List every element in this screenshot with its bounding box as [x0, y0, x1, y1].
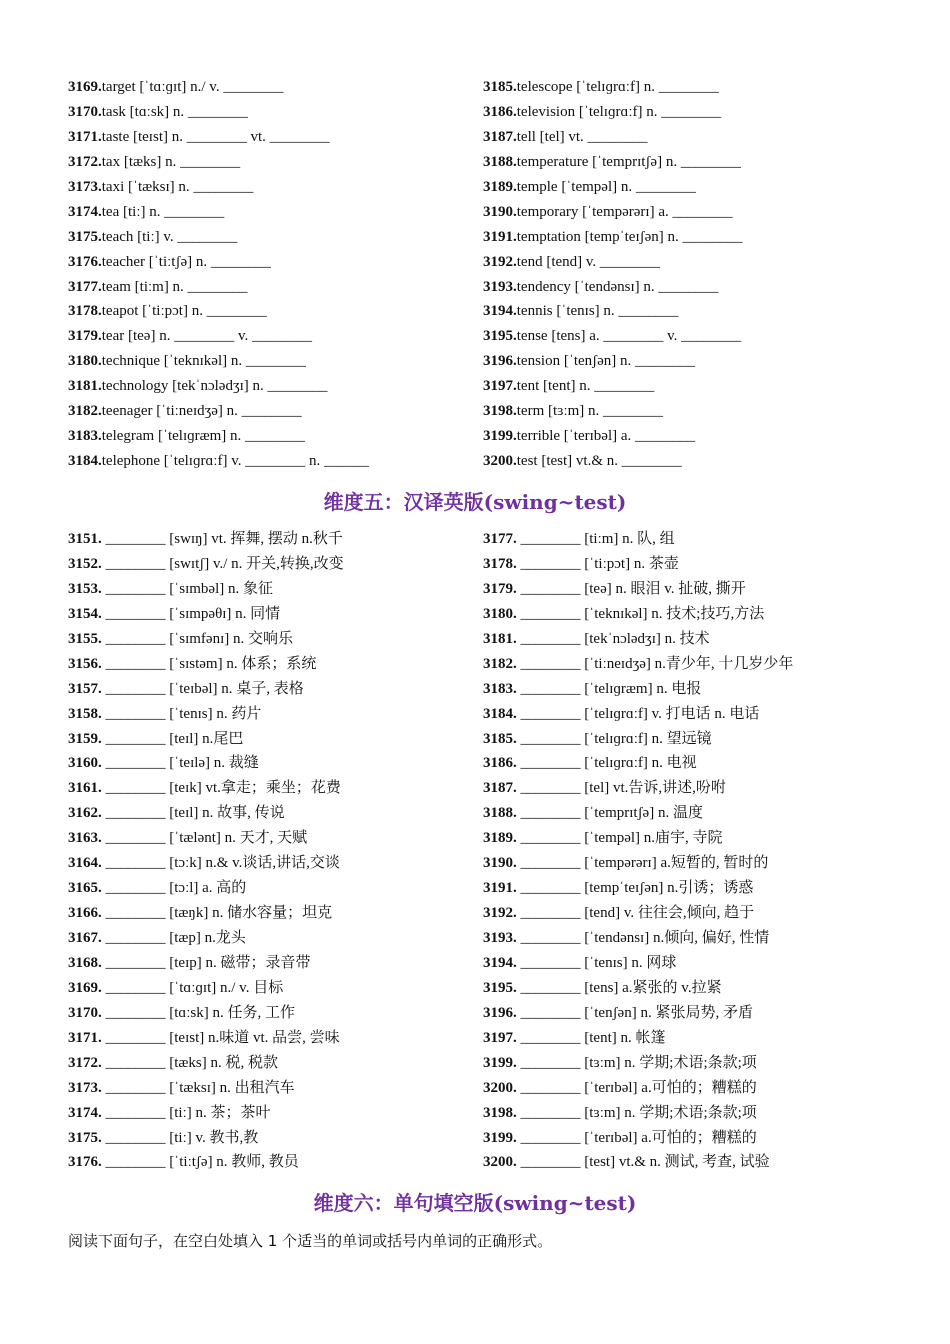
vocab-entry	[483, 175, 898, 200]
vocab-entry	[68, 826, 483, 851]
entry-text: ________ [ˈtempərərɪ] a.短暂的, 暂时的	[516, 855, 769, 872]
vocab-entry	[483, 702, 898, 727]
entry-text: ________ [ˈtiːtʃə] n. 教师, 教员	[101, 1154, 299, 1171]
entry-text: taste [teɪst] n. ________ vt. ________	[101, 128, 330, 145]
entry-number: 3180.	[483, 605, 517, 622]
vocab-entry	[483, 1076, 898, 1101]
entry-number: 3196.	[483, 1004, 517, 1021]
entry-text: terrible [ˈterɪbəl] a. ________	[516, 428, 696, 445]
entry-number: 3200.	[483, 453, 517, 470]
entry-text: telegram [ˈtelɪɡræm] n. ________	[101, 428, 306, 445]
entry-text: taxi [ˈtæksɪ] n. ________	[101, 178, 254, 195]
vocab-entry	[483, 577, 898, 602]
section-5-heading: 维度五：汉译英版(swing~test)	[323, 490, 627, 514]
entry-number: 3189.	[483, 830, 517, 847]
entry-number: 3151.	[68, 531, 102, 547]
entry-number: 3182.	[68, 403, 102, 420]
vocab-entry	[483, 901, 898, 926]
entry-number: 3191.	[483, 228, 517, 245]
vocab-entry	[68, 801, 483, 826]
vocab-entry	[483, 826, 898, 851]
entry-number: 3159.	[68, 730, 102, 747]
entry-number: 3178.	[68, 303, 102, 320]
entry-text: ________ [ˈsɪmbəl] n. 象征	[101, 580, 273, 597]
entry-number: 3199.	[483, 1054, 517, 1071]
section-4-word-list	[68, 75, 898, 474]
entry-number: 3168.	[68, 954, 102, 971]
right-column	[483, 527, 898, 1175]
entry-number: 3170.	[68, 1004, 102, 1021]
entry-number: 3176.	[68, 253, 102, 270]
entry-text: telescope [ˈtelɪɡrɑːf] n. ________	[516, 79, 719, 95]
entry-number: 3169.	[68, 79, 102, 95]
entry-text: ________ [tiː] v. 教书,教	[101, 1129, 259, 1146]
vocab-entry	[483, 801, 898, 826]
vocab-entry	[68, 175, 483, 200]
entry-number: 3200.	[483, 1154, 517, 1171]
vocab-entry	[483, 851, 898, 876]
vocab-entry	[483, 776, 898, 801]
entry-text: tendency [ˈtendənsɪ] n. ________	[516, 278, 719, 295]
vocab-entry	[483, 976, 898, 1001]
entry-number: 3188.	[483, 153, 517, 170]
entry-text: ________ [ˈteɪbəl] n. 桌子, 表格	[101, 680, 304, 697]
vocab-entry	[68, 677, 483, 702]
entry-number: 3197.	[483, 378, 517, 395]
entry-number: 3187.	[483, 780, 517, 797]
entry-text: ________ [swɪŋ] vt. 挥舞, 摆动 n.秋千	[101, 531, 343, 547]
entry-number: 3173.	[68, 1079, 102, 1096]
vocab-entry	[483, 424, 898, 449]
entry-text: ________ [ˈtemprɪtʃə] n. 温度	[516, 805, 703, 822]
entry-text: technique [ˈteknɪkəl] n. ________	[101, 353, 306, 370]
entry-number: 3169.	[68, 979, 102, 996]
entry-number: 3174.	[68, 203, 102, 220]
entry-number: 3197.	[483, 1029, 517, 1046]
vocab-entry	[68, 951, 483, 976]
entry-number: 3172.	[68, 1054, 102, 1071]
entry-number: 3152.	[68, 555, 102, 572]
entry-number: 3199.	[483, 428, 517, 445]
entry-number: 3192.	[483, 253, 517, 270]
entry-number: 3160.	[68, 755, 102, 772]
entry-number: 3195.	[483, 979, 517, 996]
vocab-entry	[483, 125, 898, 150]
entry-number: 3175.	[68, 228, 102, 245]
vocab-entry	[483, 374, 898, 399]
entry-text: ________ [teɪst] n.味道 vt. 品尝, 尝味	[101, 1029, 340, 1046]
entry-number: 3179.	[68, 328, 102, 345]
entry-text: ________ [tɜːm] n. 学期;术语;条款;项	[516, 1104, 757, 1121]
entry-number: 3191.	[483, 880, 517, 897]
vocab-entry	[68, 225, 483, 250]
vocab-entry	[483, 449, 898, 474]
vocab-entry	[68, 776, 483, 801]
vocab-entry	[68, 424, 483, 449]
entry-text: ________ [tens] a.紧张的 v.拉紧	[516, 979, 722, 996]
entry-text: test [test] vt.& n. ________	[516, 453, 682, 470]
vocab-entry	[483, 75, 898, 100]
vocab-entry	[483, 951, 898, 976]
vocab-entry	[68, 200, 483, 225]
vocab-entry	[483, 1126, 898, 1151]
vocab-entry	[68, 75, 483, 100]
vocab-entry	[68, 1101, 483, 1126]
vocab-entry	[483, 150, 898, 175]
vocab-entry	[68, 652, 483, 677]
entry-number: 3189.	[483, 178, 517, 195]
entry-number: 3165.	[68, 880, 102, 897]
entry-text: tension [ˈtenʃən] n. ________	[516, 353, 696, 370]
vocab-entry	[483, 275, 898, 300]
entry-number: 3185.	[483, 79, 517, 95]
entry-text: ________ [tɑːsk] n. 任务, 工作	[101, 1004, 296, 1021]
entry-number: 3174.	[68, 1104, 102, 1121]
entry-text: ________ [ˈterɪbəl] a.可怕的；糟糕的	[516, 1129, 757, 1146]
entry-number: 3188.	[483, 805, 517, 822]
entry-text: ________ [ˈtenɪs] n. 网球	[516, 954, 677, 971]
entry-number: 3161.	[68, 780, 102, 797]
entry-number: 3178.	[483, 555, 517, 572]
entry-number: 3193.	[483, 930, 517, 946]
entry-text: ________ [tiːm] n. 队, 组	[516, 531, 675, 547]
entry-text: ________ [tɔːl] a. 高的	[101, 880, 247, 897]
entry-text: tense [tens] a. ________ v. ________	[516, 328, 742, 345]
vocab-entry	[483, 552, 898, 577]
vocab-entry	[68, 100, 483, 125]
entry-number: 3177.	[483, 531, 517, 547]
entry-number: 3167.	[68, 930, 102, 946]
right-column	[483, 75, 898, 474]
entry-number: 3187.	[483, 128, 517, 145]
entry-number: 3171.	[68, 1029, 102, 1046]
section-5-word-list	[68, 527, 898, 1175]
entry-number: 3176.	[68, 1154, 102, 1171]
vocab-entry	[68, 275, 483, 300]
vocab-entry	[68, 1051, 483, 1076]
vocab-entry	[68, 751, 483, 776]
entry-number: 3171.	[68, 128, 102, 145]
entry-number: 3156.	[68, 655, 102, 672]
entry-text: ________ [ˈtenʃən] n. 紧张局势, 矛盾	[516, 1004, 753, 1021]
entry-text: telephone [ˈtelɪɡrɑːf] v. ________ n. ______	[101, 453, 369, 470]
vocab-entry	[68, 577, 483, 602]
entry-number: 3173.	[68, 178, 102, 195]
entry-text: ________ [ˈtelɪɡrɑːf] v. 打电话 n. 电话	[516, 705, 760, 722]
vocab-entry	[68, 250, 483, 275]
section-6-heading: 维度六：单句填空版(swing~test)	[313, 1191, 637, 1215]
vocab-entry	[483, 1051, 898, 1076]
entry-number: 3184.	[68, 453, 102, 470]
entry-text: team [tiːm] n. ________	[101, 278, 248, 295]
vocab-entry	[68, 324, 483, 349]
entry-text: ________ [ˈsɪmfənɪ] n. 交响乐	[101, 630, 293, 647]
entry-text: ________ [teɪk] vt.拿走；乘坐；花费	[101, 780, 341, 797]
entry-text: ________ [tɔːk] n.& v.谈话,讲话,交谈	[101, 855, 340, 872]
entry-number: 3166.	[68, 905, 102, 922]
entry-number: 3185.	[483, 730, 517, 747]
vocab-entry	[68, 349, 483, 374]
entry-text: target [ˈtɑːɡɪt] n./ v. ________	[101, 79, 284, 95]
left-column	[68, 527, 483, 1175]
entry-text: ________ [ˈtɑːɡɪt] n./ v. 目标	[101, 979, 284, 996]
entry-number: 3193.	[483, 278, 517, 295]
entry-number: 3182.	[483, 655, 517, 672]
vocab-entry	[68, 926, 483, 951]
entry-text: ________ [tæp] n.龙头	[101, 930, 246, 946]
entry-number: 3163.	[68, 830, 102, 847]
vocab-entry	[483, 926, 898, 951]
entry-text: ________ [ˈteknɪkəl] n. 技术;技巧,方法	[516, 605, 765, 622]
entry-number: 3186.	[483, 103, 517, 120]
entry-text: ________ [teɪl] n.尾巴	[101, 730, 244, 747]
vocab-entry	[483, 727, 898, 752]
entry-text: teach [tiː] v. ________	[101, 228, 238, 245]
entry-number: 3184.	[483, 705, 517, 722]
instruction-text: 阅读下面句子，在空白处填入 1 个适当的单词或括号内单词的正确形式。	[68, 1232, 553, 1250]
vocab-entry	[68, 552, 483, 577]
vocab-entry	[68, 976, 483, 1001]
vocab-entry	[483, 652, 898, 677]
vocab-entry	[68, 851, 483, 876]
entry-number: 3162.	[68, 805, 102, 822]
vocab-entry	[483, 602, 898, 627]
entry-text: ________ [ˈterɪbəl] a.可怕的；糟糕的	[516, 1079, 757, 1096]
vocab-entry	[483, 299, 898, 324]
entry-text: task [tɑːsk] n. ________	[101, 103, 248, 120]
vocab-entry	[68, 449, 483, 474]
entry-text: ________ [ˈtæksɪ] n. 出租汽车	[101, 1079, 295, 1096]
entry-number: 3181.	[483, 630, 517, 647]
entry-number: 3155.	[68, 630, 102, 647]
entry-number: 3154.	[68, 605, 102, 622]
vocab-entry	[483, 225, 898, 250]
entry-text: ________ [ˈteɪlə] n. 裁缝	[101, 755, 259, 772]
vocab-entry	[483, 751, 898, 776]
entry-text: temporary [ˈtempərərɪ] a. ________	[516, 203, 733, 220]
vocab-entry	[483, 876, 898, 901]
vocab-entry	[483, 324, 898, 349]
entry-text: teenager [ˈtiːneɪdʒə] n. ________	[101, 403, 302, 420]
entry-text: temperature [ˈtemprɪtʃə] n. ________	[516, 153, 741, 170]
entry-number: 3190.	[483, 203, 517, 220]
vocab-entry	[68, 1076, 483, 1101]
entry-number: 3198.	[483, 1104, 517, 1121]
entry-number: 3183.	[483, 680, 517, 697]
entry-number: 3183.	[68, 428, 102, 445]
entry-text: teacher [ˈtiːtʃə] n. ________	[101, 253, 271, 270]
vocab-entry	[483, 250, 898, 275]
vocab-entry	[68, 1150, 483, 1175]
entry-text: ________ [tæks] n. 税, 税款	[101, 1054, 279, 1071]
vocab-entry	[483, 349, 898, 374]
vocab-entry	[68, 1001, 483, 1026]
vocab-entry	[483, 100, 898, 125]
entry-number: 3158.	[68, 705, 102, 722]
entry-text: ________ [ˈtelɪɡrɑːf] n. 望远镜	[516, 730, 712, 747]
entry-text: tear [teə] n. ________ v. ________	[101, 328, 312, 345]
entry-text: tell [tel] vt. ________	[516, 128, 648, 145]
entry-number: 3175.	[68, 1129, 102, 1146]
entry-text: tend [tend] v. ________	[516, 253, 660, 270]
entry-text: ________ [tɜːm] n. 学期;术语;条款;项	[516, 1054, 757, 1071]
entry-text: tax [tæks] n. ________	[101, 153, 241, 170]
vocab-entry	[68, 702, 483, 727]
entry-number: 3186.	[483, 755, 517, 772]
entry-text: ________ [teə] n. 眼泪 v. 扯破, 撕开	[516, 580, 746, 597]
entry-text: tent [tent] n. ________	[516, 378, 655, 395]
entry-text: ________ [tel] vt.告诉,讲述,吩咐	[516, 780, 726, 797]
entry-text: ________ [ˈtempəl] n.庙宇, 寺院	[516, 830, 723, 847]
entry-text: ________ [ˈtelɪɡrɑːf] n. 电视	[516, 755, 697, 772]
vocab-entry	[483, 627, 898, 652]
entry-number: 3153.	[68, 580, 102, 597]
entry-text: ________ [teɪl] n. 故事, 传说	[101, 805, 285, 822]
vocab-entry	[68, 627, 483, 652]
entry-number: 3195.	[483, 328, 517, 345]
entry-number: 3199.	[483, 1129, 517, 1146]
entry-number: 3194.	[483, 303, 517, 320]
vocab-entry	[68, 1126, 483, 1151]
vocab-entry	[68, 901, 483, 926]
entry-text: ________ [ˈtendənsɪ] n.倾向, 偏好, 性情	[516, 930, 770, 946]
entry-text: ________ [tempˈteɪʃən] n.引诱；诱惑	[516, 880, 754, 897]
entry-number: 3192.	[483, 905, 517, 922]
entry-text: ________ [ˈtelɪɡræm] n. 电报	[516, 680, 702, 697]
entry-text: ________ [ˈtenɪs] n. 药片	[101, 705, 262, 722]
entry-text: temptation [tempˈteɪʃən] n. ________	[516, 228, 743, 245]
entry-number: 3157.	[68, 680, 102, 697]
vocab-entry	[68, 876, 483, 901]
vocab-entry	[68, 602, 483, 627]
entry-text: ________ [ˈtælənt] n. 天才, 天赋	[101, 830, 308, 847]
entry-text: ________ [swɪtʃ] v./ n. 开关,转换,改变	[101, 555, 344, 572]
entry-text: ________ [tekˈnɔlədʒɪ] n. 技术	[516, 630, 710, 647]
entry-text: ________ [teɪp] n. 磁带；录音带	[101, 954, 311, 971]
entry-text: ________ [tend] v. 往往会,倾向, 趋于	[516, 905, 755, 922]
entry-text: term [tɜːm] n. ________	[516, 403, 664, 420]
vocab-entry	[483, 1150, 898, 1175]
entry-number: 3200.	[483, 1079, 517, 1096]
vocab-entry	[68, 527, 483, 552]
entry-text: ________ [ˈsɪmpəθɪ] n. 同情	[101, 605, 281, 622]
entry-number: 3170.	[68, 103, 102, 120]
vocab-entry	[483, 1101, 898, 1126]
vocab-entry	[483, 527, 898, 552]
entry-text: ________ [ˈtiːpɔt] n. 茶壶	[516, 555, 679, 572]
entry-number: 3198.	[483, 403, 517, 420]
entry-text: teapot [ˈtiːpɔt] n. ________	[101, 303, 267, 320]
vocab-entry	[483, 200, 898, 225]
entry-number: 3179.	[483, 580, 517, 597]
entry-text: ________ [tiː] n. 茶；茶叶	[101, 1104, 271, 1121]
entry-text: television [ˈtelɪɡrɑːf] n. ________	[516, 103, 722, 120]
entry-text: tennis [ˈtenɪs] n. ________	[516, 303, 679, 320]
vocab-entry	[68, 1026, 483, 1051]
vocab-entry	[68, 150, 483, 175]
vocab-entry	[68, 399, 483, 424]
vocab-entry	[483, 1001, 898, 1026]
entry-text: temple [ˈtempəl] n. ________	[516, 178, 696, 195]
entry-number: 3164.	[68, 855, 102, 872]
entry-number: 3181.	[68, 378, 102, 395]
entry-text: tea [tiː] n. ________	[101, 203, 225, 220]
entry-number: 3190.	[483, 855, 517, 872]
vocab-entry	[483, 677, 898, 702]
entry-text: ________ [tent] n. 帐篷	[516, 1029, 666, 1046]
vocab-entry	[68, 299, 483, 324]
vocab-entry	[68, 727, 483, 752]
left-column	[68, 75, 483, 474]
entry-number: 3194.	[483, 954, 517, 971]
vocab-entry	[483, 1026, 898, 1051]
entry-text: ________ [ˈtiːneɪdʒə] n.青少年, 十几岁少年	[516, 655, 794, 672]
vocab-entry	[68, 125, 483, 150]
entry-number: 3180.	[68, 353, 102, 370]
vocab-entry	[483, 399, 898, 424]
entry-number: 3196.	[483, 353, 517, 370]
vocab-entry	[68, 374, 483, 399]
entry-text: ________ [test] vt.& n. 测试, 考查, 试验	[516, 1154, 770, 1171]
entry-text: technology [tekˈnɔlədʒɪ] n. ________	[101, 378, 328, 395]
entry-number: 3177.	[68, 278, 102, 295]
entry-number: 3172.	[68, 153, 102, 170]
entry-text: ________ [ˈsɪstəm] n. 体系；系统	[101, 655, 317, 672]
entry-text: ________ [tæŋk] n. 储水容量；坦克	[101, 905, 333, 922]
